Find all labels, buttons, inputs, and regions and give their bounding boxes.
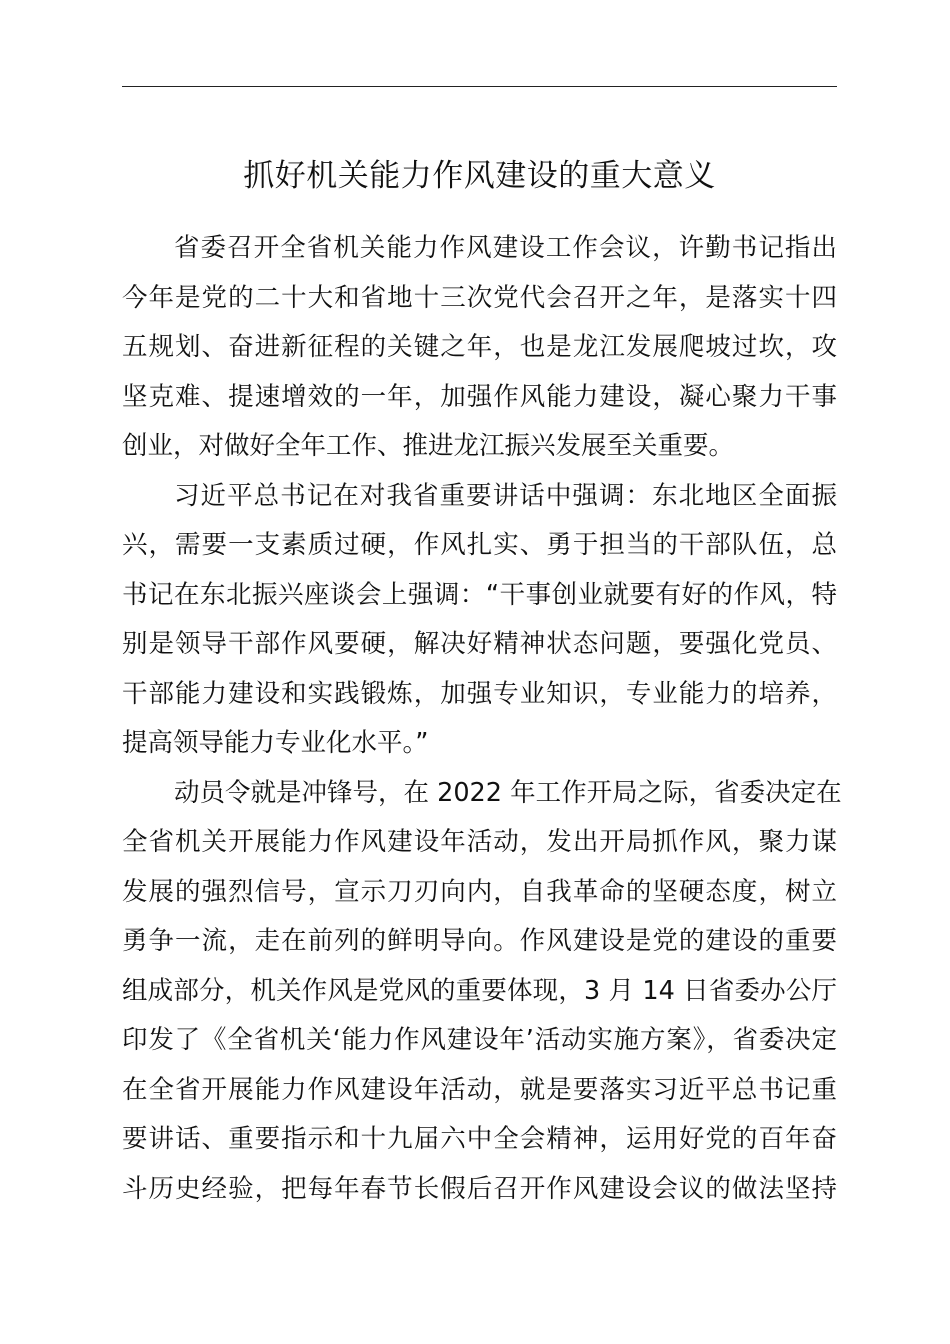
paragraph-3-line-1: 动员令就是冲锋号，在 2022 年工作开局之际，省委决定在	[174, 778, 842, 808]
paragraph-1-line-2: 今年是党的二十大和省地十三次党代会召开之年，是落实十四	[122, 283, 837, 313]
paragraph-1-line-4: 坚克难、提速增效的一年，加强作风能力建设，凝心聚力干事	[122, 382, 837, 412]
paragraph-2-line-6: 提高领导能力专业化水平。”	[122, 728, 429, 758]
paragraph-3-line-9: 斗历史经验，把每年春节长假后召开作风建设会议的做法坚持	[122, 1174, 837, 1204]
paragraph-1-line-3: 五规划、奋进新征程的关键之年，也是龙江发展爬坡过坎，攻	[122, 332, 837, 362]
paragraph-3-line-2: 全省机关开展能力作风建设年活动，发出开局抓作风，聚力谋	[122, 827, 837, 857]
document-title: 抓好机关能力作风建设的重大意义	[243, 158, 716, 194]
paragraph-2-line-2: 兴，需要一支素质过硬，作风扎实、勇于担当的干部队伍，总	[122, 530, 837, 560]
paragraph-2-line-4: 别是领导干部作风要硬，解决好精神状态问题，要强化党员、	[122, 629, 837, 659]
paragraph-3-line-3: 发展的强烈信号，宣示刀刃向内，自我革命的坚硬态度，树立	[122, 877, 837, 907]
paragraph-2-line-1: 习近平总书记在对我省重要讲话中强调：东北地区全面振	[174, 481, 837, 511]
header-rule	[122, 86, 837, 87]
paragraph-1-line-1: 省委召开全省机关能力作风建设工作会议，许勤书记指出	[174, 233, 837, 263]
paragraph-3-line-6: 印发了《全省机关‘能力作风建设年’活动实施方案》，省委决定	[122, 1025, 837, 1055]
paragraph-1-line-5: 创业，对做好全年工作、推进龙江振兴发展至关重要。	[122, 431, 735, 461]
paragraph-2-line-5: 干部能力建设和实践锻炼，加强专业知识，专业能力的培养，	[122, 679, 837, 709]
paragraph-3-line-5: 组成部分，机关作风是党风的重要体现，3 月 14 日省委办公厅	[122, 976, 837, 1006]
paragraph-3-line-7: 在全省开展能力作风建设年活动，就是要落实习近平总书记重	[122, 1075, 837, 1105]
paragraph-2-line-3: 书记在东北振兴座谈会上强调：“干事创业就要有好的作风，特	[122, 580, 837, 610]
paragraph-3-line-4: 勇争一流，走在前列的鲜明导向。作风建设是党的建设的重要	[122, 926, 837, 956]
paragraph-3-line-8: 要讲话、重要指示和十九届六中全会精神，运用好党的百年奋	[122, 1124, 837, 1154]
